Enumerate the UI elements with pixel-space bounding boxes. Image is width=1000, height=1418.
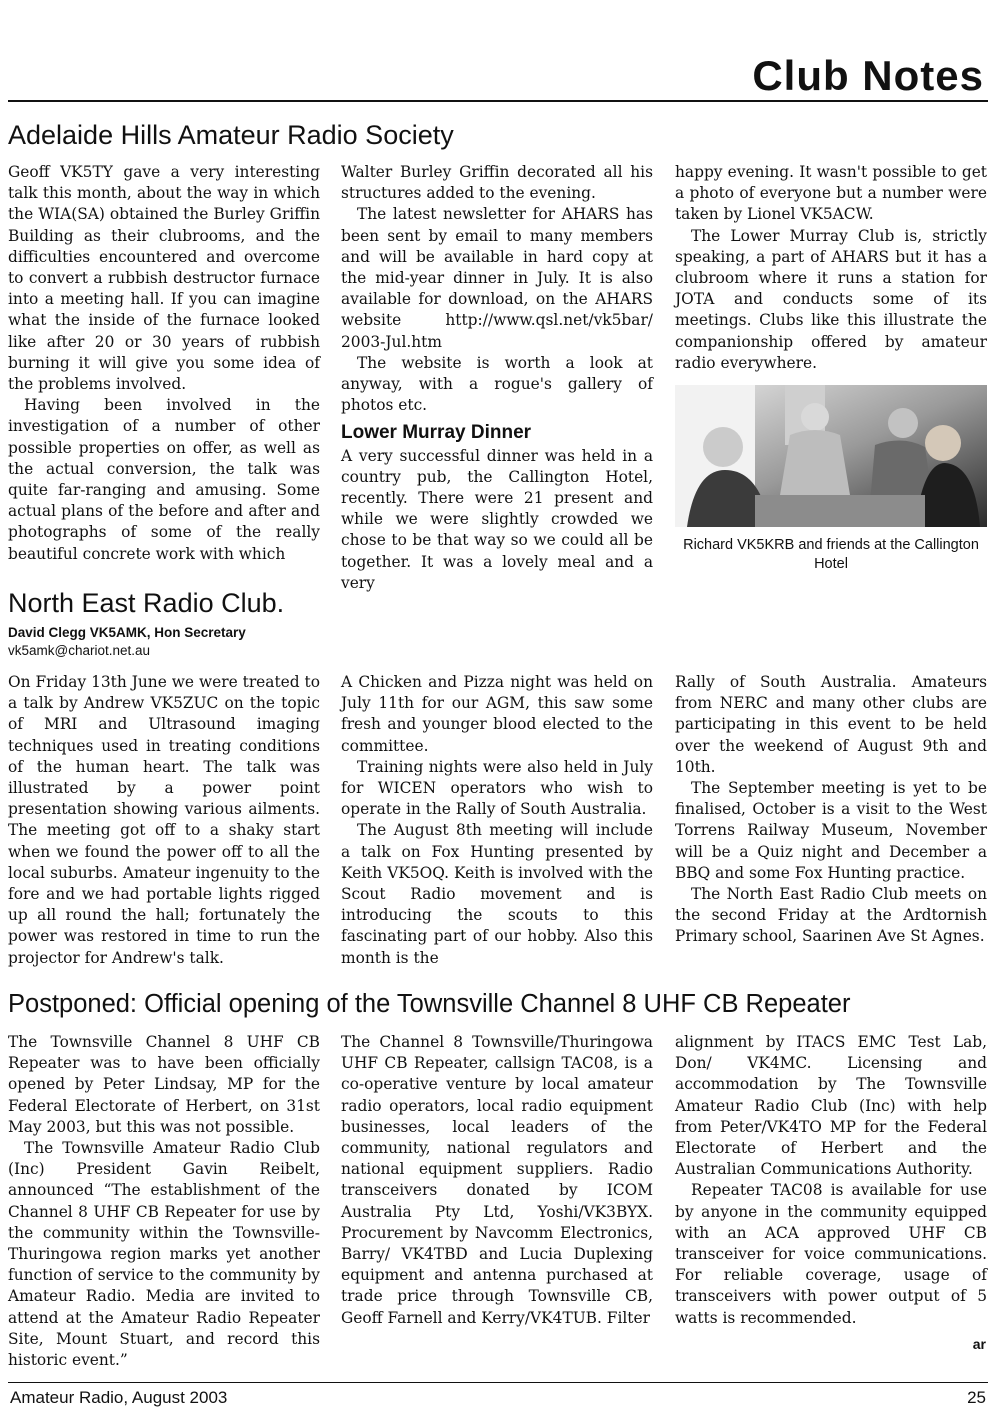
nerc-column-1 [8,672,320,969]
paragraph: Having been involved in the investigation of a number of other possible properties on offer, as well as the actual conversion, the talk was quite far-ranging and amusing. Some actual plans of the before and after and photographs of some of the really beautiful concrete work with which [8,396,320,563]
author-name: David Clegg VK5AMK, Hon Secretary [8,625,246,640]
paragraph: The September meeting is yet to be finalised, October is a visit to the West Torrens Railway Museum, November will be a Quiz night and December a BBQ and some Fox Hunting practice. [675,779,987,882]
ahars-column-1 [8,162,320,565]
townsville-column-1 [8,1032,320,1371]
end-of-article-mark: ar [972,1336,986,1352]
ahars-heading: Adelaide Hills Amateur Radio Society [8,120,454,150]
paragraph: The Townsville Amateur Radio Club (Inc) President Gavin Reibelt, announced “The establishment of the Channel 8 UHF CB Repeater for use by the community within the Townsville-Thuringowa region marks yet another function of service to the community by Amateur Radio. Media are invited to attend at the Amateur Radio Repeater Site, Mount Stuart, and record this historic event.” [8,1139,320,1370]
lower-murray-subheading: Lower Murray Dinner [341,422,532,444]
paragraph: The North East Radio Club meets on the second Friday at the Ardtornish Primary school, Saarinen Ave St Agnes. [675,885,987,946]
section-title: Club Notes [752,52,984,99]
ahars-column-2 [341,162,653,594]
paragraph: The Lower Murray Club is, strictly speaking, a part of AHARS but it has a clubroom where it runs a station for JOTA and conducts some of its meetings. Clubs like this illustrate the companionship offered by amateur radio everywhere. [675,226,987,372]
footer-divider [8,1382,988,1383]
nerc-heading: North East Radio Club. [8,588,285,618]
townsville-column-2 [341,1032,653,1329]
header-divider [8,100,988,102]
nerc-byline [8,624,246,660]
page-number: 25 [967,1388,986,1407]
paragraph: A very successful dinner was held in a country pub, the Callington Hotel, recently. There were 21 present and while we were slightly crowded we chose to be that way so we could all be together. It was a lovely meal and a very [341,446,653,592]
paragraph: On Friday 13th June we were treated to a talk by Andrew VK5ZUC on the topic of MRI and Ultrasound imaging techniques used in treating conditions of the human heart. The talk was illustrated by a power point presentation showing various ailments. The meeting got off to a shaky start when we found the power off to all the local suburbs. Amateur ingenuity to the fore and we had portable lights rigged up all round the hall; fortunately the power was restored in time to run the projector for Andrew's talk. [8,673,320,967]
paragraph: The website is worth a look at anyway, with a rogue's gallery of photos etc. [341,353,653,415]
nerc-column-3 [675,672,987,948]
author-email: vk5amk@chariot.net.au [8,643,151,658]
paragraph: Geoff VK5TY gave a very interesting talk this month, about the way in which the WIA(SA) obtained the Burley Griffin Building as their clubrooms, and the difficulties encountered and overcome to convert a rubbish destructor furnace into a meeting hall. If you can imagine what the inside of the furnace looked like after 20 or 30 years of rubbish burning it will give you some idea of the problems involved. [8,163,320,394]
photo-caption: Richard VK5KRB and friends at the Callington Hotel [683,537,979,572]
paragraph: A Chicken and Pizza night was held on July 11th for our AGM, this saw some fresh and younger blood elected to the committee. [341,673,653,755]
callington-hotel-photo [675,385,987,527]
paragraph: The latest newsletter for AHARS has been sent by email to many members and will be available in hard copy at the mid-year dinner in July. It is also available for download, on the AHARS website http://www.qsl.net/vk5bar/ 2003-Jul.htm [341,205,653,351]
nerc-column-2 [341,672,653,969]
paragraph: Training nights were also held in July for WICEN operators who wish to operate in the Rally of South Australia. [341,757,653,819]
paragraph: Repeater TAC08 is available for use by anyone in the community equipped with an ACA approved UHF CB transceiver for voice communications. For reliable coverage, usage of transceivers with power output of 5 watts is recommended. [675,1181,987,1327]
townsville-column-3 [675,1032,987,1329]
ahars-column-3 [675,162,987,374]
paragraph: The Channel 8 Townsville/Thuringowa UHF CB Repeater, callsign TAC08, is a co-operative venture by local amateur radio operators, local radio equipment businesses, local leaders of the community, national regulators and national equipment suppliers. Radio transceivers donated by ICOM Australia Pty Ltd, Yoshi/VK3BYX. Procurement by Navcomm Electronics, Barry/ VK4TBD and Lucia Duplexing equipment and antenna purchased at trade price through Townsville CB, Geoff Farnell and Kerry/VK4TUB. Filter [341,1033,653,1327]
footer-publication: Amateur Radio, August 2003 [10,1388,228,1407]
paragraph: The August 8th meeting will include a talk on Fox Hunting presented by Keith VK5OQ. Keith is involved with the Scout Radio movement and is introducing the scouts to this fascinating part of our hobby. Also this month is the [341,821,653,967]
paragraph: happy evening. It wasn't possible to get a photo of everyone but a number were taken by Lionel VK5ACW. [675,163,987,224]
paragraph: The Townsville Channel 8 UHF CB Repeater was to have been officially opened by Peter Lindsay, MP for the Federal Electorate of Herbert, on 31st May 2003, but this was not possible. [8,1033,320,1136]
dinner-photo-image [675,385,987,527]
paragraph: Rally of South Australia. Amateurs from NERC and many other clubs are participating in this event to be held over the weekend of August 9th and 10th. [675,673,987,776]
paragraph: Walter Burley Griffin decorated all his structures added to the evening. [341,163,653,203]
paragraph: alignment by ITACS EMC Test Lab, Don/ VK4MC. Licensing and accommodation by The Townsville Amateur Radio Club (Inc) with help from Peter/VK4TO MP for the Federal Electorate of Herbert and the Australian Communications Authority. [675,1033,987,1179]
townsville-heading: Postponed: Official opening of the Townsville Channel 8 UHF CB Repeater [8,990,851,1018]
